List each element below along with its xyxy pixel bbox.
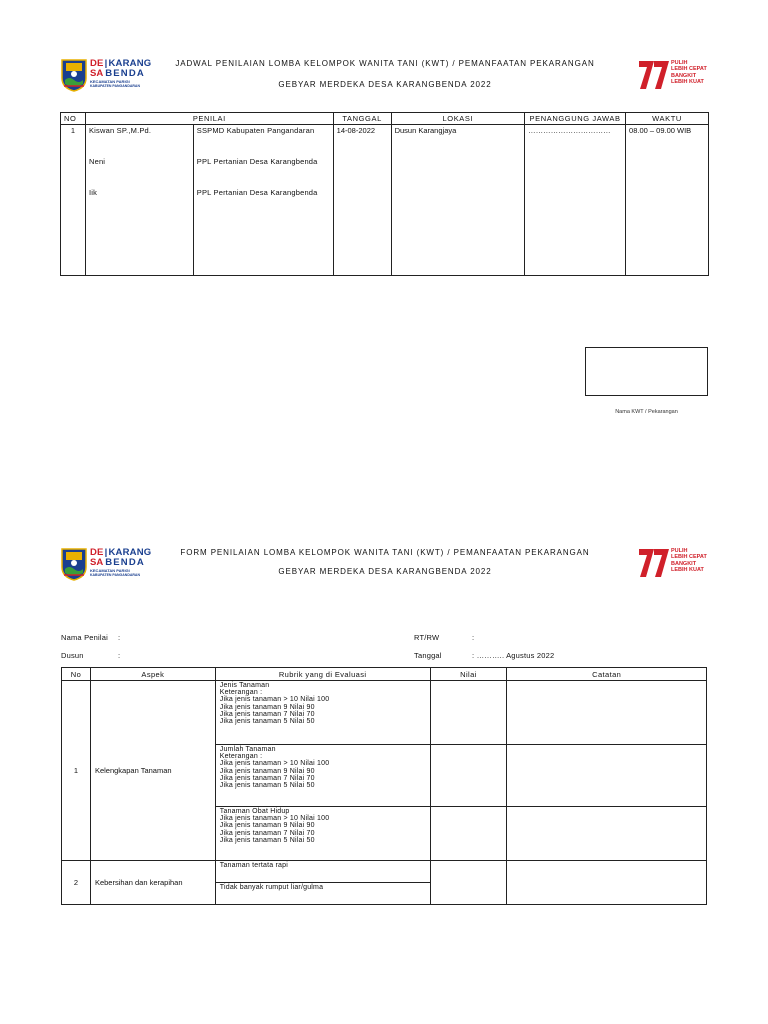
header-no: No — [62, 668, 91, 681]
ri-77-logo: PULIH LEBIH CEPAT BANGKIT LEBIH KUAT — [637, 546, 709, 586]
rubric-cell: Tidak banyak rumput liar/gulma — [215, 883, 430, 905]
table-row — [62, 861, 707, 883]
header-no: NO — [61, 113, 86, 125]
header-aspek: Aspek — [90, 668, 215, 681]
rubric-cell: Tanaman Obat Hidup Jika jenis tanaman > 10 Nilai 100 Jika jenis tanaman 9 Nilai 90 Jika jenis tanaman 7 Nilai 70 Jika jenis tanaman 5 Nilai 50 — [215, 807, 430, 861]
header-rubrik: Rubrik yang di Evaluasi — [215, 668, 430, 681]
row-responsible: …………………………… — [525, 125, 626, 276]
assessor-name: Iik — [88, 188, 98, 197]
rubric-cell: Jenis Tanaman Keterangan : Jika jenis tanaman > 10 Nilai 100 Jika jenis tanaman 9 Nilai 90 Jika jenis tanaman 7 Nilai 70 Jika jenis tanaman 5 Nilai 50 — [215, 681, 430, 745]
assessor-name: Kiswan SP.,M.Pd. — [88, 126, 152, 135]
row-location: Dusun Karangjaya — [391, 125, 525, 276]
score-cell[interactable] — [430, 807, 507, 861]
form-header-row — [62, 668, 707, 681]
row-aspect: Kebersihan dan kerapihan — [90, 861, 215, 905]
schedule-title: JADWAL PENILAIAN LOMBA KELOMPOK WANITA TANI (KWT) / PEMANFAATAN PEKARANGAN — [175, 59, 595, 68]
header-waktu: WAKTU — [626, 113, 709, 125]
hut-ri-77-icon — [637, 546, 671, 580]
ri-77-logo: PULIH LEBIH CEPAT BANGKIT LEBIH KUAT — [637, 58, 709, 98]
desa-karangbenda-logo: DE|KARANG SA BENDA KECAMATAN PARIGI KABUPATEN PANGANDARAN — [61, 58, 151, 94]
header-lokasi: LOKASI — [391, 113, 525, 125]
schedule-table — [60, 112, 709, 276]
assessor-role: PPL Pertanian Desa Karangbenda — [196, 188, 318, 197]
row-aspect: Kelengkapan Tanaman — [90, 681, 215, 861]
assessor-role: SSPMD Kabupaten Pangandaran — [196, 126, 315, 135]
assessor-names — [85, 125, 193, 276]
coat-of-arms-icon — [61, 547, 87, 581]
notes-cell[interactable] — [507, 807, 707, 861]
header-nilai: Nilai — [430, 668, 507, 681]
form-title: FORM PENILAIAN LOMBA KELOMPOK WANITA TANI (KWT) / PEMANFAATAN PEKARANGAN — [180, 548, 590, 557]
schedule-header-row — [61, 113, 709, 125]
table-row — [62, 681, 707, 745]
row-no: 1 — [62, 681, 91, 861]
score-cell[interactable] — [430, 681, 507, 745]
hut-ri-77-icon — [637, 58, 671, 92]
rubric-cell: Tanaman tertata rapi — [215, 861, 430, 883]
table-row — [61, 125, 709, 276]
header-penilai: PENILAI — [85, 113, 333, 125]
rubric-cell: Jumlah Tanaman Keterangan : Jika jenis tanaman > 10 Nilai 100 Jika jenis tanaman 9 Nilai 90 Jika jenis tanaman 7 Nilai 70 Jika jenis tanaman 5 Nilai 50 — [215, 745, 430, 807]
dusun-colon: : — [118, 651, 121, 660]
assessor-name: Neni — [88, 157, 106, 166]
assessor-roles — [193, 125, 333, 276]
rtrw-label: RT/RW — [414, 633, 440, 642]
form-subtitle: GEBYAR MERDEKA DESA KARANGBENDA 2022 — [278, 567, 492, 576]
group-name-box — [585, 347, 708, 396]
row-time: 08.00 – 09.00 WIB — [626, 125, 709, 276]
score-cell[interactable] — [430, 861, 507, 905]
header-penanggung-jawab: PENANGGUNG JAWAB — [525, 113, 626, 125]
row-no: 1 — [61, 125, 86, 276]
notes-cell[interactable] — [507, 681, 707, 745]
rtrw-colon: : — [472, 633, 475, 642]
coat-of-arms-icon — [61, 58, 87, 92]
notes-cell[interactable] — [507, 745, 707, 807]
row-no: 2 — [62, 861, 91, 905]
tanggal-label: Tanggal — [414, 651, 442, 660]
desa-karangbenda-logo: DE|KARANG SA BENDA KECAMATAN PARIGI KABUPATEN PANGANDARAN — [61, 547, 151, 583]
nama-penilai-colon: : — [118, 633, 121, 642]
score-cell[interactable] — [430, 745, 507, 807]
header-tanggal: TANGGAL — [333, 113, 391, 125]
notes-cell[interactable] — [507, 861, 707, 905]
assessor-role: PPL Pertanian Desa Karangbenda — [196, 157, 318, 166]
group-name-caption: Nama KWT / Pekarangan — [615, 409, 678, 415]
tanggal-value: : ……….. Agustus 2022 — [472, 651, 555, 660]
row-date: 14-08-2022 — [333, 125, 391, 276]
assessment-form-table — [61, 667, 707, 905]
nama-penilai-label: Nama Penilai — [61, 633, 109, 642]
dusun-label: Dusun — [61, 651, 84, 660]
schedule-subtitle: GEBYAR MERDEKA DESA KARANGBENDA 2022 — [278, 80, 492, 89]
header-catatan: Catatan — [507, 668, 707, 681]
